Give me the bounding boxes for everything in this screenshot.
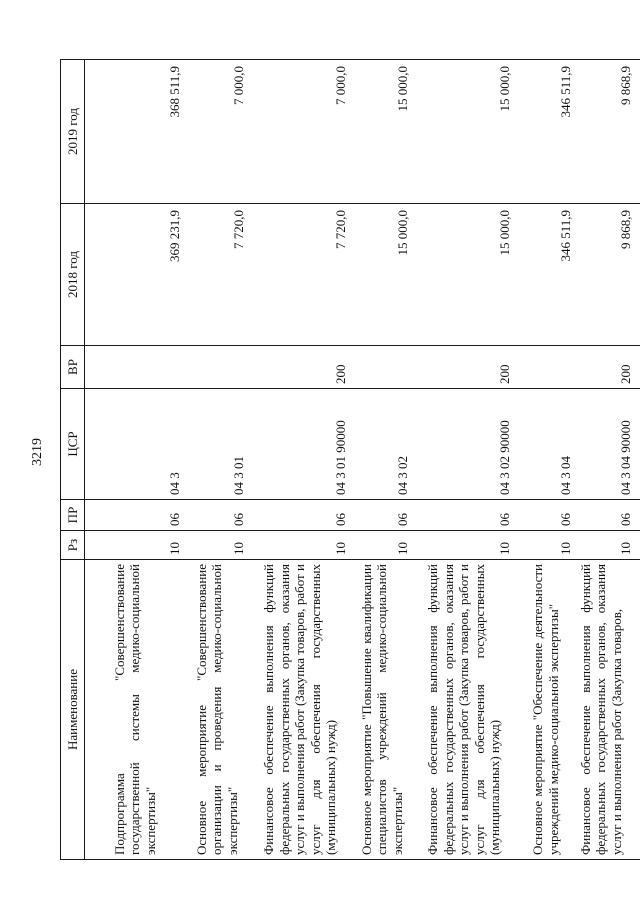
row-2018: 15 000,0 [351,204,413,346]
row-csr: 04 3 04 [515,389,576,500]
row-rz: 10 [185,531,249,560]
table-header-row [61,60,85,860]
row-csr: 04 3 01 90000 [249,389,351,500]
row-vr: 200 [576,346,640,389]
table-row [85,60,186,860]
row-2018: 9 868,9 [576,204,640,346]
budget-table [60,59,640,860]
header-vr: ВР [61,346,85,389]
row-pr: 06 [515,500,576,531]
table-row [515,60,576,860]
row-2018: 7 720,0 [249,204,351,346]
header-rz: Рз [61,531,85,560]
header-name: Наименование [61,560,85,860]
row-2019: 346 511,9 [515,60,576,204]
row-pr: 06 [249,500,351,531]
row-csr: 04 3 [85,389,186,500]
row-2019: 15 000,0 [351,60,413,204]
row-2019: 9 868,9 [576,60,640,204]
row-vr [351,346,413,389]
row-rz: 10 [576,531,640,560]
header-pr: ПР [61,500,85,531]
row-2019: 7 000,0 [185,60,249,204]
table-row [413,60,515,860]
row-2019: 368 511,9 [85,60,186,204]
row-vr: 200 [413,346,515,389]
row-name: Финансовое обеспечение выполнения функций федеральных государственных органов, оказания услуг и выполнения работ (Закупка товаров, работ и услуг для обеспечения государственных (муниципальных) нужд) [249,560,351,860]
row-csr: 04 3 02 [351,389,413,500]
row-name: Основное мероприятие "Повышение квалификации специалистов учреждений медико-социальной экспертизы" [351,560,413,860]
row-pr: 06 [85,500,186,531]
row-vr [515,346,576,389]
row-csr: 04 3 01 [185,389,249,500]
row-pr: 06 [576,500,640,531]
row-pr: 06 [351,500,413,531]
row-2018: 15 000,0 [413,204,515,346]
row-name: Основное мероприятие "Обеспечение деятельности учреждений медико-социальной экспертизы" [515,560,576,860]
row-pr: 06 [185,500,249,531]
row-2018: 346 511,9 [515,204,576,346]
row-name: Финансовое обеспечение выполнения функций федеральных государственных органов, оказания услуг и выполнения работ (Закупка товаров, [576,560,640,860]
row-csr: 04 3 04 90000 [576,389,640,500]
row-name: Подпрограмма "Совершенствование государственной системы медико-социальной экспертизы" [85,560,186,860]
table-row [185,60,249,860]
row-2018: 369 231,9 [85,204,186,346]
row-vr [185,346,249,389]
row-rz: 10 [85,531,186,560]
row-rz: 10 [413,531,515,560]
row-2018: 7 720,0 [185,204,249,346]
header-2018: 2018 год [61,204,85,346]
header-2019: 2019 год [61,60,85,204]
page-number: 3219 [30,438,45,466]
row-csr: 04 3 02 90000 [413,389,515,500]
row-rz: 10 [351,531,413,560]
table-row [249,60,351,860]
budget-table-container [60,60,633,860]
row-pr: 06 [413,500,515,531]
row-2019: 15 000,0 [413,60,515,204]
row-rz: 10 [249,531,351,560]
row-2019: 7 000,0 [249,60,351,204]
table-row [576,60,640,860]
header-csr: ЦСР [61,389,85,500]
row-name: Основное мероприятие "Совершенствование организации и проведения медико-социальной экспертизы" [185,560,249,860]
row-rz: 10 [515,531,576,560]
table-row [351,60,413,860]
row-name: Финансовое обеспечение выполнения функций федеральных государственных органов, оказания услуг и выполнения работ (Закупка товаров, работ и услуг для обеспечения государственных (муниципальных) нужд) [413,560,515,860]
row-vr [85,346,186,389]
row-vr: 200 [249,346,351,389]
